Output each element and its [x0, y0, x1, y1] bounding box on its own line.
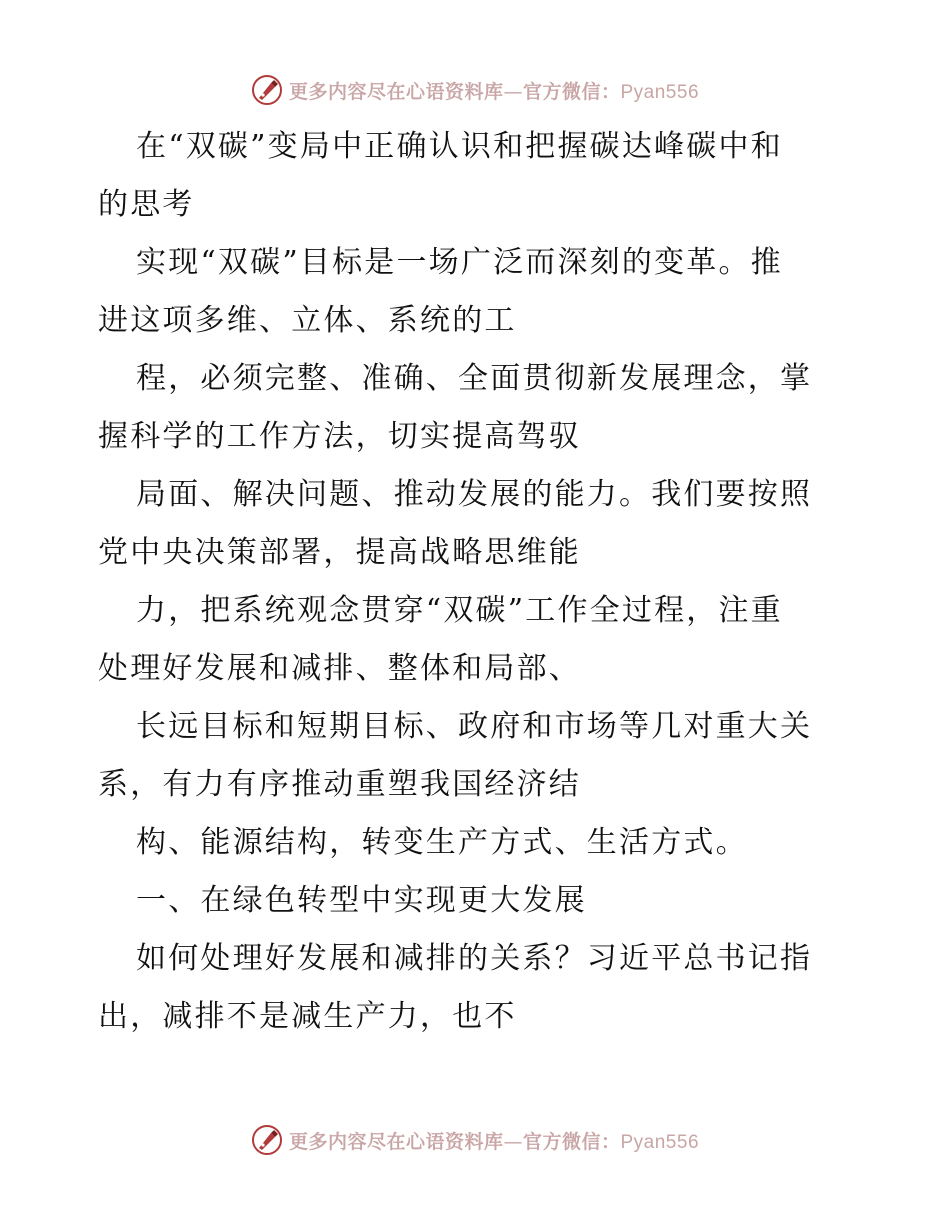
title-line-1: 在“双碳”变局中正确认识和把握碳达峰碳中和 — [136, 129, 783, 164]
watermark-text — [289, 1127, 699, 1154]
document-body — [98, 118, 858, 1046]
paragraph-line: 系，有力有序推动重塑我国经济结 — [98, 767, 581, 802]
watermark-id: Pyan556 — [620, 81, 700, 103]
paragraph-line: 实现“双碳”目标是一场广泛而深刻的变革。推 — [136, 245, 783, 280]
watermark-main: 更多内容尽在心语资料库 — [288, 1130, 504, 1153]
watermark-dash: — — [503, 1130, 523, 1153]
section-heading: 一、在绿色转型中实现更大发展 — [136, 883, 587, 918]
watermark-text — [289, 77, 699, 104]
footer-watermark — [0, 1120, 950, 1160]
paragraph-line: 长远目标和短期目标、政府和市场等几对重大关 — [136, 709, 813, 744]
watermark-main: 更多内容尽在心语资料库 — [288, 80, 504, 103]
title-line-2: 的思考 — [98, 187, 195, 222]
paragraph-line: 进这项多维、立体、系统的工 — [98, 303, 517, 338]
paragraph-line: 出，减排不是减生产力，也不 — [98, 999, 517, 1034]
watermark-id: Pyan556 — [620, 1131, 700, 1153]
paragraph-line: 如何处理好发展和减排的关系？习近平总书记指 — [136, 941, 813, 976]
paragraph-line: 处理好发展和减排、整体和局部、 — [98, 651, 581, 686]
watermark-suffix: 官方微信： — [522, 1130, 621, 1153]
paragraph-line: 程，必须完整、准确、全面贯彻新发展理念，掌 — [136, 361, 813, 396]
pen-nib-logo-icon — [251, 74, 283, 106]
paragraph-line: 握科学的工作方法，切实提高驾驭 — [98, 419, 581, 454]
paragraph-line: 党中央决策部署，提高战略思维能 — [98, 535, 581, 570]
paragraph-line: 局面、解决问题、推动发展的能力。我们要按照 — [136, 477, 813, 512]
paragraph-line: 力，把系统观念贯穿“双碳”工作全过程，注重 — [136, 593, 783, 628]
header-watermark — [0, 70, 950, 110]
pen-nib-logo-icon — [251, 1124, 283, 1156]
watermark-suffix: 官方微信： — [522, 80, 621, 103]
paragraph-line: 构、能源结构，转变生产方式、生活方式。 — [136, 825, 748, 860]
watermark-dash: — — [503, 80, 523, 103]
